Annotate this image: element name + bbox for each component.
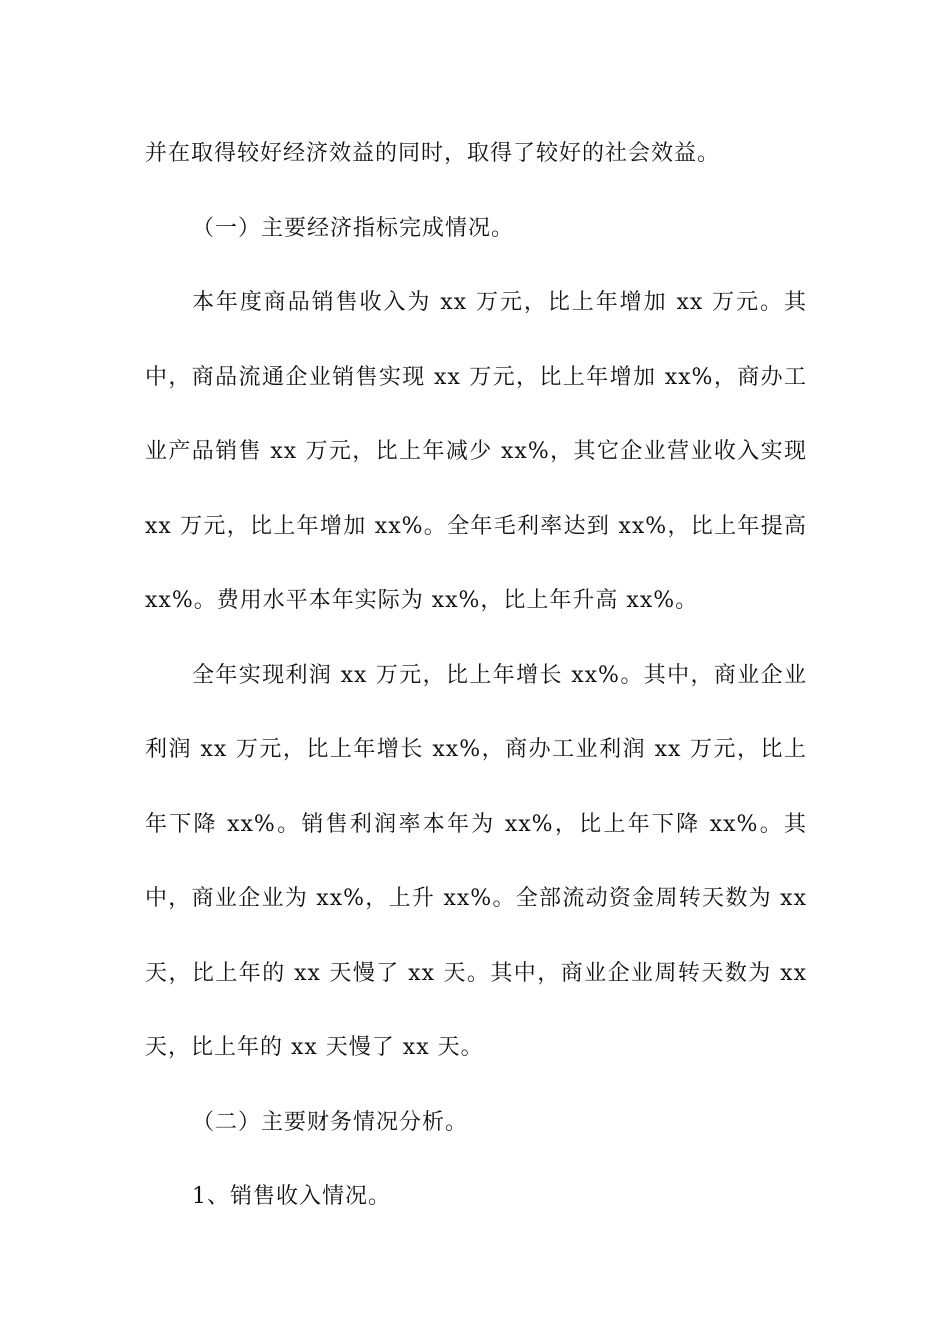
paragraph-continuation: 并在取得较好经济效益的同时，取得了较好的社会效益。 (145, 141, 721, 166)
subheading-sales-income: 1、销售收入情况。 (192, 1184, 391, 1209)
paragraph-profit: 全年实现利润 xx 万元，比上年增长 xx%。其中，商业企业利润 xx 万元，比上年增长 xx%，商办工业利润 xx 万元，比上年下降 xx%。销售利润率本年为 xx%，比上年下降 xx%。其中，商业企业为 xx%，上升 xx%。全部流动资金周转天数为 xx 天，比上年的 xx 天慢了 xx 天。其中，商业企业周转天数为 xx 天，比上年的 xx 天慢了 xx 天。 (145, 662, 807, 1060)
document-body (145, 117, 807, 1235)
section-heading-main-indicators: （一）主要经济指标完成情况。 (192, 215, 515, 241)
section-heading-financial-analysis: （二）主要财务情况分析。 (192, 1109, 469, 1135)
paragraph-sales-revenue: 本年度商品销售收入为 xx 万元，比上年增加 xx 万元。其中，商品流通企业销售实现 xx 万元，比上年增加 xx%，商办工业产品销售 xx 万元，比上年减少 xx%，其它企业营业收入实现 xx 万元，比上年增加 xx%。全年毛利率达到 xx%，比上年提高 xx%。费用水平本年实际为 xx%，比上年升高 xx%。 (145, 290, 807, 613)
